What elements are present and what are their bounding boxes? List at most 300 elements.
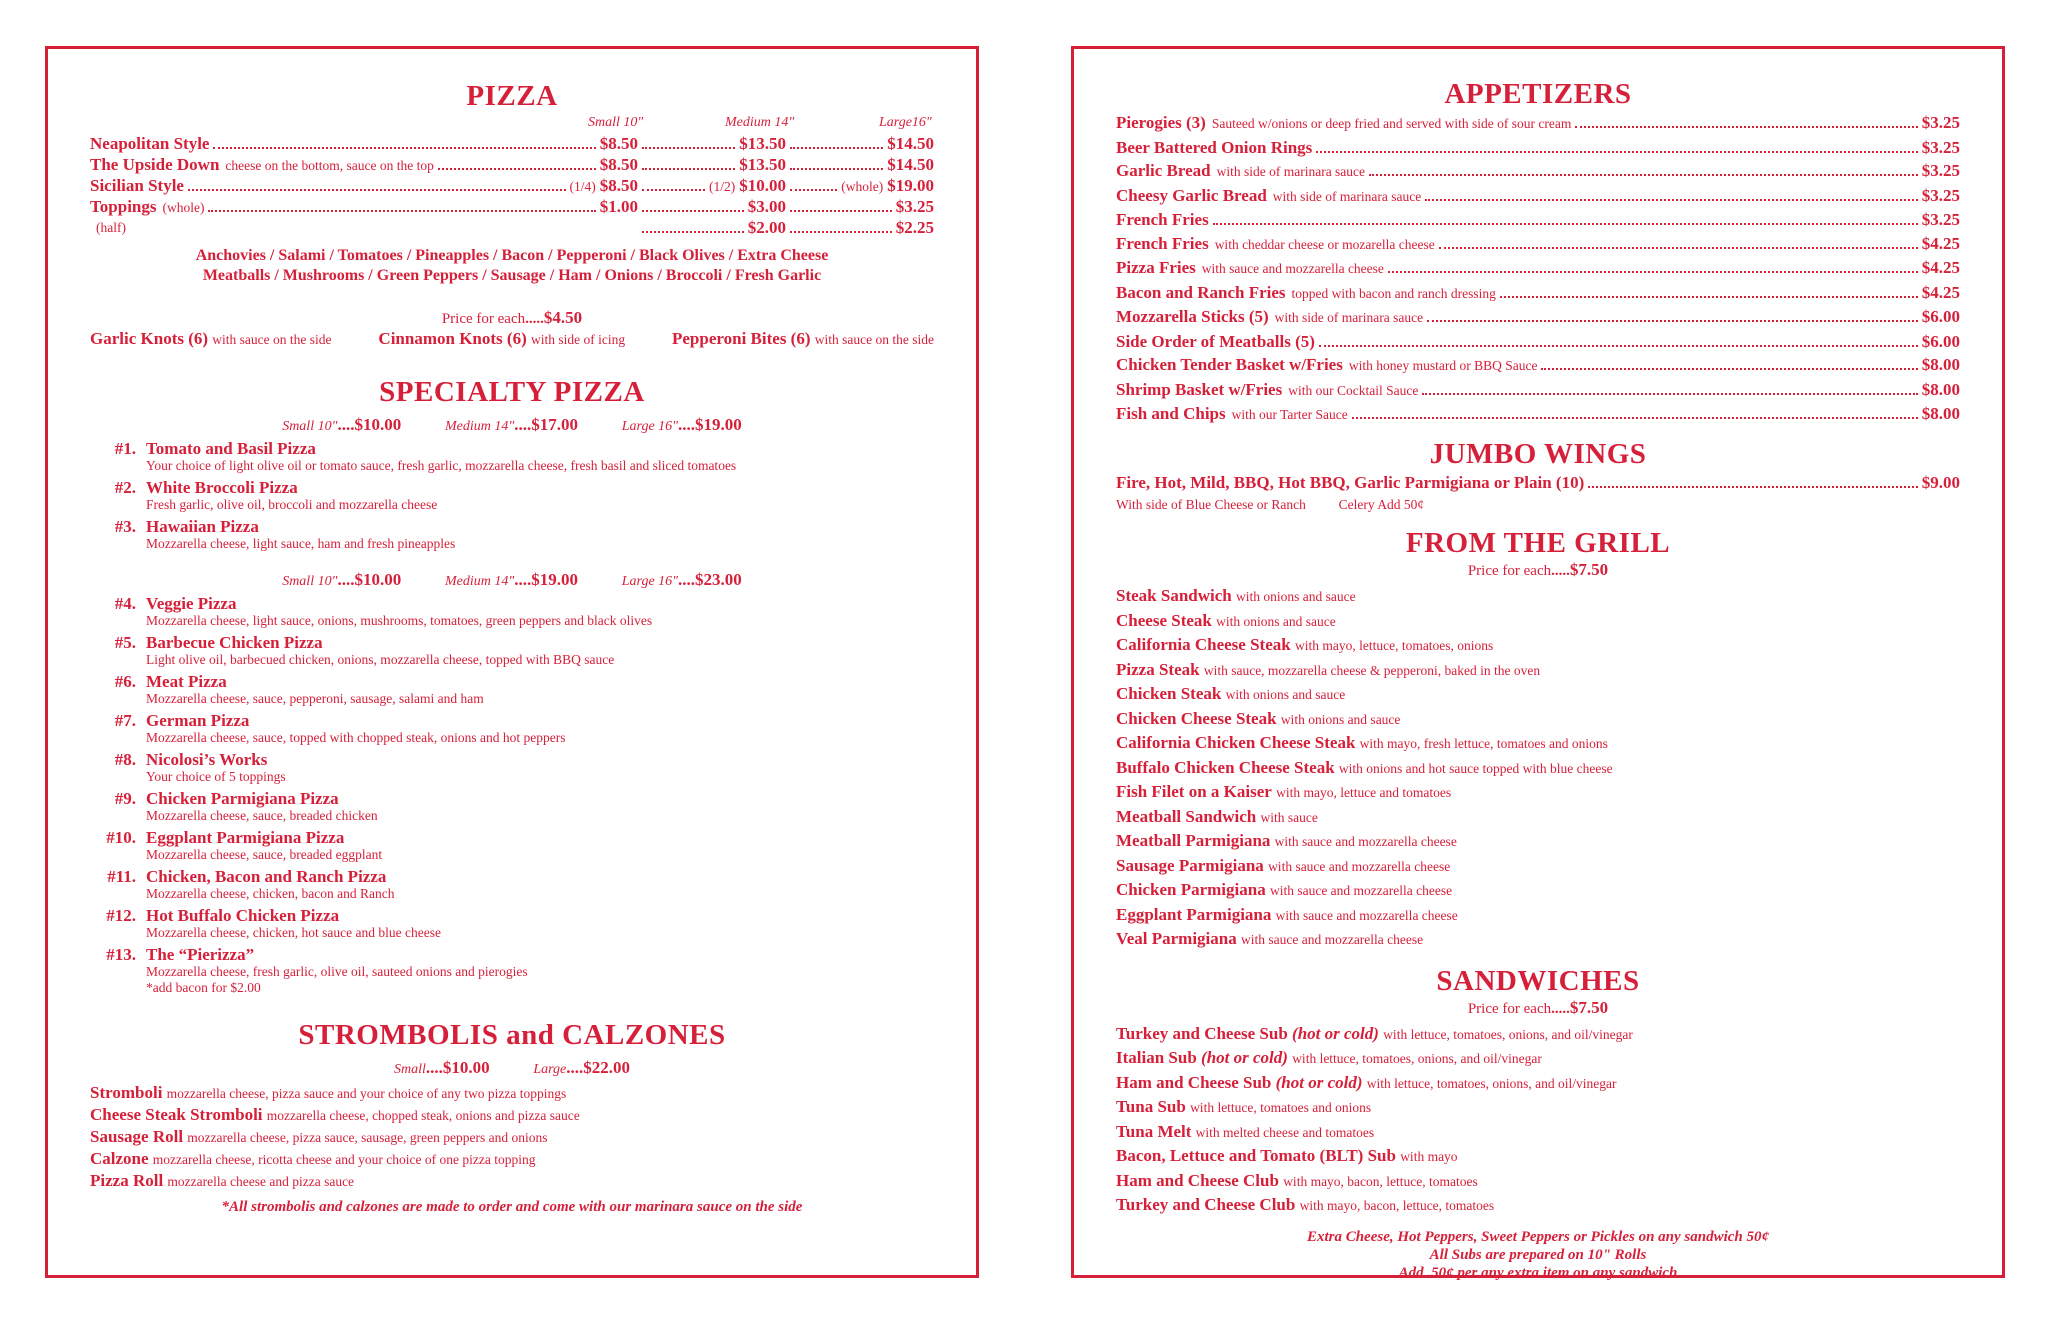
item-desc: with sauce on the side (814, 332, 934, 347)
item-name: Shrimp Basket w/Fries (1116, 379, 1283, 399)
item-desc: with lettuce, tomatoes and onions (1190, 1100, 1372, 1115)
grill-item (1116, 658, 1960, 683)
sandwich-item (1116, 1095, 1960, 1120)
item-name: Pizza Steak (1116, 659, 1200, 679)
item-desc: with onions and sauce (1280, 711, 1401, 727)
specialty-group-2 (90, 594, 934, 996)
leader-dots (790, 168, 883, 170)
large-label: Large 16" (621, 419, 679, 434)
wings-notes (1116, 494, 1960, 516)
small-price: ....$10.00 (337, 570, 402, 589)
specialty-group-1 (90, 439, 934, 552)
item-name: French Fries (1116, 210, 1209, 229)
sandwich-notes (1116, 1228, 1960, 1282)
item-name: Hawaiian Pizza (146, 517, 259, 536)
price-segment (638, 133, 786, 154)
item-name: Beer Battered Onion Rings (1116, 137, 1313, 157)
item-price: $3.25 (1921, 137, 1960, 157)
item-desc: with mayo (1400, 1149, 1458, 1164)
item-price: $4.25 (1921, 282, 1960, 302)
wings-row (1116, 471, 1960, 495)
item-desc: with side of marinara sauce (1216, 164, 1366, 179)
item-desc: with onions and sauce (1216, 613, 1336, 629)
appetizer-row (1116, 330, 1960, 354)
item-desc: Mozzarella cheese, fresh garlic, olive oil, sauteed onions and pierogies (146, 964, 528, 979)
item-name: Chicken Tender Basket w/Fries (1116, 355, 1343, 374)
grill-item (1116, 609, 1960, 634)
item-name: Buffalo Chicken Cheese Steak (1116, 757, 1335, 777)
leader-dots (1316, 151, 1917, 153)
specialty-item (90, 789, 934, 824)
leader-dots (1352, 417, 1918, 419)
item-number: #7. (114, 711, 136, 730)
appetizer-row (1116, 111, 1960, 136)
item-name: California Chicken Cheese Steak (1116, 733, 1356, 752)
wings-flavors: Fire, Hot, Mild, BBQ, Hot BBQ, Garlic Parmigiana or Plain (10) (1116, 472, 1585, 492)
wings-price: $9.00 (1921, 472, 1960, 492)
specialty-price-bar-2 (90, 570, 934, 590)
grill-item (1116, 633, 1960, 658)
item-desc: mozzarella cheese, chopped steak, onions and pizza sauce (266, 1108, 580, 1123)
leader-dots (790, 231, 892, 233)
leader-dots (1425, 199, 1918, 201)
price: $19.00 (887, 176, 934, 195)
stromboli-price-bar (90, 1058, 934, 1078)
specialty-item (90, 828, 934, 863)
item-number: #1. (114, 439, 136, 458)
price: $10.00 (739, 176, 786, 195)
item-desc: with melted cheese and tomatoes (1195, 1124, 1375, 1140)
item-name: Bacon, Lettuce and Tomato (BLT) Sub (1116, 1146, 1396, 1165)
specialty-item (90, 517, 934, 552)
leader-dots (1213, 223, 1918, 225)
item-desc: topped with bacon and ranch dressing (1291, 285, 1496, 301)
item-price: $8.00 (1921, 379, 1960, 399)
sandwiches-heading: SANDWICHES (1436, 964, 1640, 997)
leader-dots (642, 210, 744, 212)
item-name: Chicken Steak (1116, 684, 1222, 703)
item-price: $4.25 (1921, 233, 1960, 253)
stromboli-item (90, 1082, 934, 1104)
item-name: German Pizza (146, 711, 250, 730)
wings-celery: Celery Add 50¢ (1338, 497, 1425, 512)
item-desc: with mayo, fresh lettuce, tomatoes and onions (1359, 736, 1608, 751)
portion-label: (whole) (841, 179, 884, 194)
small-label: Small 10" (282, 419, 338, 434)
item-name: Tuna Melt (1116, 1121, 1192, 1141)
item-desc: with mayo, bacon, lettuce, tomatoes (1283, 1173, 1478, 1189)
grill-item (1116, 756, 1960, 781)
price-segment (638, 196, 786, 217)
sandwich-item (1116, 1144, 1960, 1169)
item-text (136, 633, 614, 668)
stromboli-item (90, 1126, 934, 1148)
item-number: #12. (106, 906, 136, 925)
item-name: Calzone (90, 1149, 149, 1168)
item-text (136, 789, 378, 824)
left-menu-panel (45, 46, 979, 1278)
small-label: Small (393, 1062, 426, 1077)
specialty-item (90, 439, 934, 474)
sandwich-note: Add .50¢ per any extra item on any sandwich (1398, 1264, 1678, 1281)
left-panel-content (90, 79, 934, 1216)
item-name: Garlic Knots (6) (90, 329, 209, 348)
knot-item (90, 328, 332, 351)
grill-item (1116, 805, 1960, 830)
price-each-value: $7.50 (1569, 560, 1609, 579)
price-segment (90, 196, 638, 218)
item-name: Pizza Roll (90, 1171, 164, 1190)
item-desc: Your choice of 5 toppings (146, 769, 286, 784)
item-name: Meatball Parmigiana (1116, 831, 1271, 850)
sandwich-note: All Subs are prepared on 10" Rolls (1429, 1246, 1647, 1263)
item-desc: with sauce and mozzarella cheese (1201, 261, 1384, 276)
large-label: Large 16" (621, 574, 679, 589)
wings-side: With side of Blue Cheese or Ranch (1116, 497, 1306, 512)
appetizer-row (1116, 232, 1960, 257)
item-desc: with onions and hot sauce topped with blue cheese (1338, 760, 1613, 776)
knots-price (90, 308, 934, 328)
item-number: #3. (114, 517, 136, 536)
appetizer-row (1116, 281, 1960, 306)
item-name: The Upside Down (90, 155, 220, 174)
leader-dots (1422, 393, 1917, 395)
small-price: ....$10.00 (425, 1058, 490, 1077)
specialty-item (90, 711, 934, 746)
price: $3.00 (747, 197, 786, 216)
item-number: #2. (114, 478, 136, 497)
specialty-item (90, 867, 934, 902)
item-price: $6.00 (1921, 331, 1960, 351)
item-name: Turkey and Cheese Sub (1116, 1023, 1288, 1043)
specialty-item (90, 750, 934, 785)
item-name: Cheese Steak Stromboli (90, 1105, 263, 1124)
price-segment (786, 217, 934, 238)
item-tag: (hot or cold) (1275, 1072, 1363, 1092)
item-price: $3.25 (1921, 210, 1960, 229)
price-segment (786, 133, 934, 154)
sandwich-item (1116, 1071, 1960, 1096)
item-name: Veal Parmigiana (1116, 929, 1237, 948)
appetizer-row (1116, 378, 1960, 403)
item-name: Garlic Bread (1116, 161, 1211, 180)
price-each-value: $7.50 (1569, 997, 1609, 1017)
appetizer-row (1116, 353, 1960, 378)
item-number: #11. (107, 867, 136, 886)
price: $3.25 (895, 197, 934, 216)
price-segment (90, 175, 638, 197)
item-name: Fish Filet on a Kaiser (1116, 782, 1272, 801)
item-desc: Sauteed w/onions or deep fried and served with side of sour cream (1211, 116, 1572, 131)
appetizer-row (1116, 136, 1960, 160)
stromboli-list (90, 1082, 934, 1192)
price: $2.25 (895, 218, 934, 237)
item-name: Eggplant Parmigiana (1116, 904, 1272, 924)
item-desc: Fresh garlic, olive oil, broccoli and mozzarella cheese (146, 497, 438, 512)
item-desc: with honey mustard or BBQ Sauce (1348, 358, 1538, 373)
item-desc: mozzarella cheese and pizza sauce (167, 1174, 355, 1189)
item-desc: Mozzarella cheese, chicken, hot sauce and blue cheese (146, 925, 441, 940)
item-name: Chicken Parmigiana Pizza (146, 789, 339, 808)
price-segment (786, 154, 934, 175)
item-desc: with mayo, bacon, lettuce, tomatoes (1299, 1198, 1495, 1213)
item-name: Hot Buffalo Chicken Pizza (146, 906, 340, 925)
item-name: Ham and Cheese Club (1116, 1170, 1279, 1190)
appetizer-row (1116, 402, 1960, 427)
grill-item (1116, 584, 1960, 609)
item-text (136, 594, 652, 629)
item-desc: with sauce and mozzarella cheese (1268, 858, 1451, 874)
grill-item (1116, 927, 1960, 952)
leader-dots (1541, 368, 1917, 370)
small-label: Small 10" (282, 574, 338, 589)
knot-item (378, 328, 625, 351)
item-name: Side Order of Meatballs (5) (1116, 331, 1315, 351)
pizza-price-row (90, 217, 934, 238)
leader-dots (642, 168, 735, 170)
large-price: ....$23.00 (678, 570, 742, 589)
item-tag: (hot or cold) (1292, 1023, 1379, 1043)
grill-item (1116, 903, 1960, 928)
toppings-list (90, 246, 934, 286)
item-text (136, 517, 455, 552)
item-text (136, 672, 484, 707)
leader-dots (642, 147, 735, 149)
item-desc: with side of marinara sauce (1274, 310, 1424, 325)
item-desc: Your choice of light olive oil or tomato sauce, fresh garlic, mozzarella cheese, fresh basil and sliced tomatoes (146, 458, 737, 473)
price-each-label: Price for each (1467, 1000, 1552, 1017)
item-desc: mozzarella cheese, pizza sauce, sausage, green peppers and onions (187, 1130, 548, 1145)
grill-price (1116, 560, 1960, 580)
medium-price: ....$17.00 (514, 415, 578, 434)
price-segment (90, 217, 638, 238)
knots-row (90, 328, 934, 351)
grill-heading: FROM THE GRILL (1405, 527, 1671, 559)
price-segment (638, 175, 786, 197)
price-dots: ..... (1551, 563, 1570, 579)
item-name: Neapolitan Style (90, 134, 210, 153)
item-number: #8. (114, 750, 136, 769)
item-desc: mozzarella cheese, pizza sauce and your choice of any two pizza toppings (166, 1086, 567, 1101)
item-name: Chicken, Bacon and Ranch Pizza (146, 867, 387, 886)
medium-label: Medium 14" (444, 574, 515, 589)
price: $8.50 (599, 155, 638, 174)
appetizer-row (1116, 208, 1960, 232)
item-price: $8.00 (1921, 404, 1960, 423)
item-desc: with sauce (1260, 809, 1318, 825)
item-name: Steak Sandwich (1116, 586, 1232, 605)
item-name: Mozzarella Sticks (5) (1116, 307, 1269, 326)
specialty-item (90, 945, 934, 996)
item-name: Bacon and Ranch Fries (1116, 282, 1286, 302)
leader-dots (438, 168, 596, 170)
item-desc: with side of icing (530, 332, 626, 347)
leader-dots (188, 189, 566, 191)
item-name: Nicolosi’s Works (146, 750, 268, 769)
leader-dots (1319, 345, 1918, 347)
item-text (136, 478, 437, 513)
stromboli-item (90, 1170, 934, 1192)
right-panel-content (1116, 77, 1960, 1282)
item-desc: (whole) (162, 200, 205, 215)
price-segment (90, 154, 638, 176)
sandwich-item (1116, 1022, 1960, 1047)
price-segment (638, 217, 786, 238)
price: $8.50 (599, 176, 638, 195)
item-text (136, 945, 528, 996)
item-desc: mozzarella cheese, ricotta cheese and your choice of one pizza topping (152, 1152, 536, 1167)
item-desc: Mozzarella cheese, sauce, breaded chicken (146, 808, 378, 823)
item-name: The “Pierizza” (146, 945, 255, 964)
item-name: Veggie Pizza (146, 594, 237, 613)
item-extra: *add bacon for $2.00 (146, 980, 261, 995)
appetizers-heading: APPETIZERS (1444, 78, 1632, 110)
grill-item (1116, 707, 1960, 732)
item-text (136, 906, 441, 941)
sandwich-price (1116, 998, 1960, 1018)
price: $13.50 (739, 155, 786, 174)
item-name: Pepperoni Bites (6) (672, 329, 811, 348)
portion-label: (1/2) (709, 179, 736, 194)
price-each-label: Price for each (1467, 563, 1552, 579)
leader-dots (208, 210, 595, 212)
price-each-label: Price for each (441, 311, 526, 327)
stromboli-item (90, 1148, 934, 1170)
leader-dots (1439, 247, 1918, 249)
item-desc: Mozzarella cheese, sauce, topped with chopped steak, onions and hot peppers (146, 730, 566, 745)
item-number: #6. (114, 672, 136, 691)
item-name: Tomato and Basil Pizza (146, 439, 316, 458)
grill-list (1116, 584, 1960, 952)
sandwich-item (1116, 1120, 1960, 1145)
item-number: #9. (114, 789, 136, 808)
grill-item (1116, 829, 1960, 854)
sandwich-item (1116, 1046, 1960, 1071)
pizza-price-row (90, 154, 934, 175)
grill-item (1116, 682, 1960, 707)
item-name: Tuna Sub (1116, 1097, 1186, 1116)
leader-dots (642, 189, 705, 191)
size-medium-label: Medium 14" (725, 115, 795, 130)
item-name: Stromboli (90, 1083, 163, 1102)
leader-dots (1588, 486, 1917, 488)
item-price: $4.25 (1921, 258, 1960, 277)
grill-item (1116, 780, 1960, 805)
item-name: Barbecue Chicken Pizza (146, 633, 323, 652)
item-text (136, 828, 382, 863)
item-name: Fish and Chips (1116, 404, 1226, 423)
price-segment (638, 154, 786, 175)
medium-label: Medium 14" (444, 419, 515, 434)
grill-item (1116, 731, 1960, 756)
leader-dots (790, 147, 883, 149)
item-desc: with onions and sauce (1235, 589, 1356, 604)
appetizer-row (1116, 184, 1960, 209)
item-price: $6.00 (1921, 307, 1960, 326)
item-desc: with lettuce, tomatoes, onions, and oil/vinegar (1366, 1075, 1617, 1091)
item-name: Cinnamon Knots (6) (378, 329, 527, 348)
grill-item (1116, 878, 1960, 903)
right-menu-panel (1071, 46, 2005, 1281)
leader-dots (790, 210, 892, 212)
item-name: Chicken Parmigiana (1116, 880, 1266, 899)
item-text (136, 439, 736, 474)
pizza-price-row (90, 196, 934, 217)
stromboli-item (90, 1104, 934, 1126)
item-name: Meatball Sandwich (1116, 806, 1257, 826)
medium-price: ....$19.00 (514, 570, 578, 589)
leader-dots (790, 189, 837, 191)
item-desc: with mayo, lettuce, tomatoes, onions (1294, 638, 1494, 653)
item-number: #4. (114, 594, 136, 613)
item-number: #5. (114, 633, 136, 652)
item-desc: with sauce and mozzarella cheese (1275, 907, 1458, 923)
item-name: Ham and Cheese Sub (1116, 1072, 1272, 1092)
sandwich-item (1116, 1169, 1960, 1194)
item-desc: Mozzarella cheese, light sauce, ham and fresh pineapples (146, 536, 456, 551)
item-desc: with lettuce, tomatoes, onions, and oil/vinegar (1292, 1051, 1542, 1066)
item-desc: with our Cocktail Sauce (1288, 382, 1419, 398)
large-price: ....$22.00 (566, 1058, 631, 1077)
pizza-size-header (90, 113, 934, 133)
item-desc: Mozzarella cheese, sauce, pepperoni, sausage, salami and ham (146, 691, 484, 706)
item-desc: with sauce and mozzarella cheese (1269, 883, 1453, 898)
size-large-label: Large16" (879, 115, 932, 130)
wings-heading: JUMBO WINGS (1429, 437, 1647, 470)
item-price: $3.25 (1921, 113, 1960, 132)
specialty-price-bar (90, 415, 934, 435)
item-name: Toppings (90, 197, 157, 216)
item-desc: with sauce and mozzarella cheese (1274, 834, 1457, 849)
item-name: Sausage Parmigiana (1116, 855, 1264, 875)
item-price: $3.25 (1921, 185, 1960, 205)
pizza-price-row (90, 175, 934, 196)
price-each-value: $4.50 (543, 308, 583, 327)
knot-item (672, 328, 934, 351)
large-price: ....$19.00 (678, 415, 742, 434)
price-segment (786, 175, 934, 197)
pizza-price-table (90, 133, 934, 238)
item-text (136, 750, 286, 785)
item-price: $3.25 (1921, 161, 1960, 180)
pizza-price-row (90, 133, 934, 154)
item-desc: with our Tarter Sauce (1231, 407, 1348, 422)
appetizer-row (1116, 305, 1960, 330)
price: $14.50 (887, 155, 934, 174)
sandwiches-list (1116, 1022, 1960, 1218)
item-desc: Mozzarella cheese, chicken, bacon and Ranch (146, 886, 395, 901)
large-label: Large (533, 1062, 567, 1077)
appetizer-row (1116, 159, 1960, 184)
toppings-line: Meatballs / Mushrooms / Green Peppers / Sausage / Ham / Onions / Broccoli / Fresh Garlic (202, 267, 822, 284)
leader-dots (1575, 126, 1917, 128)
price: $2.00 (747, 218, 786, 237)
item-text (136, 711, 565, 746)
price: $13.50 (739, 134, 786, 153)
item-name: French Fries (1116, 233, 1209, 253)
item-desc: with lettuce, tomatoes, onions, and oil/vinegar (1383, 1026, 1633, 1042)
item-name: Sausage Roll (90, 1127, 184, 1146)
item-number: #10. (106, 828, 136, 847)
pizza-heading: PIZZA (466, 80, 558, 112)
item-desc: Mozzarella cheese, light sauce, onions, mushrooms, tomatoes, green peppers and black olives (146, 613, 653, 628)
specialty-item (90, 478, 934, 513)
item-name: California Cheese Steak (1116, 635, 1291, 654)
price-dots: ..... (1551, 1000, 1570, 1017)
item-name: Eggplant Parmigiana Pizza (146, 828, 345, 847)
size-small-label: Small 10" (588, 115, 644, 130)
item-name: Italian Sub (1116, 1048, 1197, 1067)
